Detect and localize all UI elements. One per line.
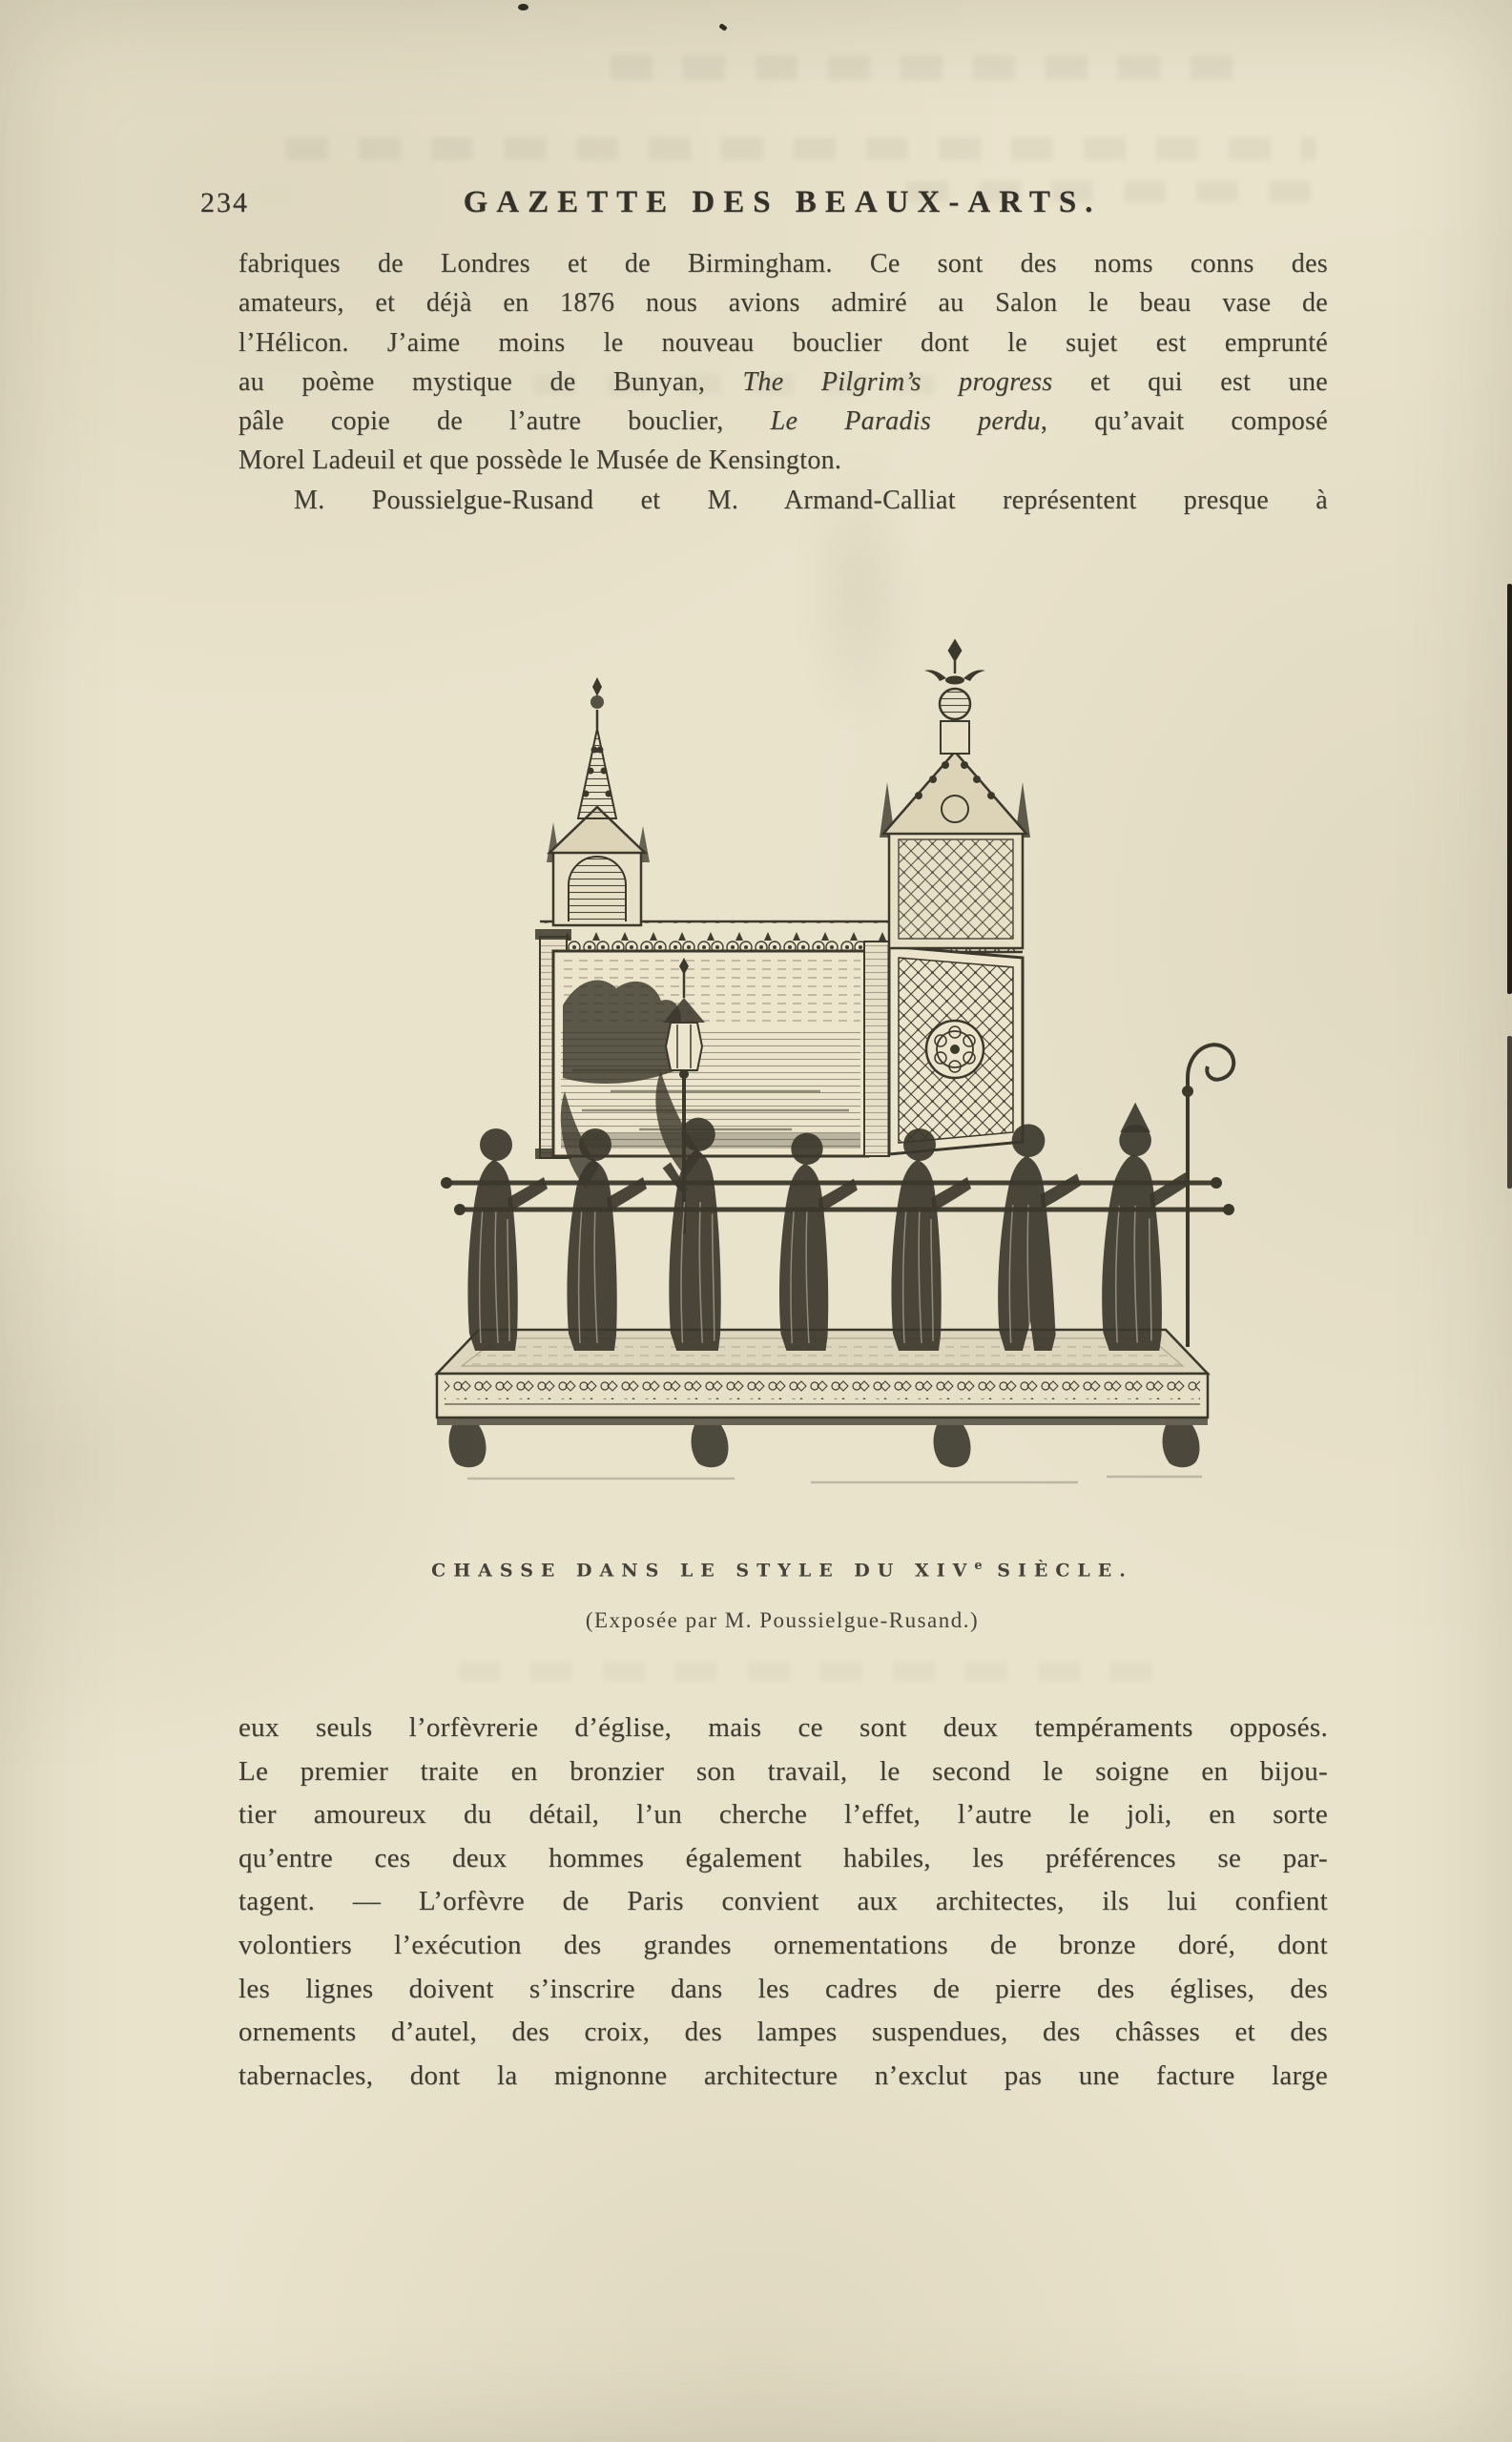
text-line: Morel Ladeuil et que possède le Musée de Kensington. [238, 445, 842, 476]
paragraph-closing [238, 1707, 1328, 2098]
shrine-body [535, 921, 1023, 1159]
claw-feet [449, 1425, 1200, 1467]
text-line: les lignes doivent s’inscrire dans les cadres de pierre des églises, des [238, 1973, 1328, 2004]
bearer-figure [467, 1128, 548, 1351]
show-through-smudge [458, 1662, 1183, 1681]
text-line: tabernacles, dont la mignonne architecture n’exclut pas une facture large [238, 2059, 1328, 2091]
text-line: qu’entre ces deux hommes également habiles, les préférences se par- [238, 1842, 1328, 1873]
left-tower [547, 677, 650, 925]
text-line: au poème mystique de Bunyan, The Pilgrim’s progress et qui est une [238, 366, 1328, 397]
paragraph-intro [238, 244, 1328, 520]
show-through-smudge [286, 137, 1316, 160]
text-line: Le premier traite en bronzier son travail, le second le soigne en bijou- [238, 1755, 1328, 1787]
page-number: 234 [200, 187, 249, 218]
show-through-smudge [611, 55, 1240, 80]
figure-caption-credit: (Exposée par M. Poussielgue-Rusand.) [585, 1608, 980, 1632]
text-line: l’Hélicon. J’aime moins le nouveau bouclier dont le sujet est emprunté [238, 327, 1328, 358]
right-tower [880, 641, 1030, 948]
text-line: eux seuls l’orfèvrerie d’église, mais ce sont deux tempéraments opposés. [238, 1712, 1328, 1743]
text-line: volontiers l’exécution des grandes ornementations de bronze doré, dont [238, 1929, 1328, 1960]
text-line: pâle copie de l’autre bouclier, Le Paradis perdu, qu’avait composé [238, 406, 1329, 437]
platform-base [437, 1330, 1208, 1482]
ink-speck [518, 4, 528, 10]
running-header: GAZETTE DES BEAUX-ARTS. [463, 185, 1102, 219]
caption-title-text: CHASSE DANS LE STYLE DU XIV [431, 1560, 975, 1582]
text-line: fabriques de Londres et de Birmingham. Ce sont des noms conns des [238, 249, 1328, 279]
scan-edge-mark [1507, 1036, 1512, 1189]
figure-caption-title [238, 1559, 1326, 1581]
text-line: amateurs, et déjà en 1876 nous avions admiré au Salon le beau vase de [238, 288, 1328, 319]
bearer-figure [998, 1124, 1081, 1351]
bearer-figure [891, 1128, 971, 1351]
reliquary-engraving-svg [410, 622, 1250, 1528]
crozier [1182, 1045, 1233, 1347]
caption-title-superscript: e [974, 1559, 984, 1573]
text-line: ornements d’autel, des croix, des lampes suspendues, des châsses et des [238, 2017, 1328, 2048]
text-line: M. Poussielgue-Rusand et M. Armand-Calliat représentent presque à [294, 485, 1328, 515]
bishop-figure [1102, 1103, 1190, 1351]
ink-speck [718, 23, 727, 31]
scan-edge-mark [1507, 584, 1512, 994]
text-line: tier amoureux du détail, l’un cherche l’effet, l’autre le joli, en sorte [238, 1799, 1328, 1831]
reliquary-engraving [410, 622, 1250, 1528]
bearer-figure [779, 1133, 858, 1351]
caption-title-text: SIÈCLE. [983, 1560, 1133, 1582]
text-line: tagent. — L’orfèvre de Paris convient aux architectes, ils lui confient [238, 1886, 1328, 1917]
